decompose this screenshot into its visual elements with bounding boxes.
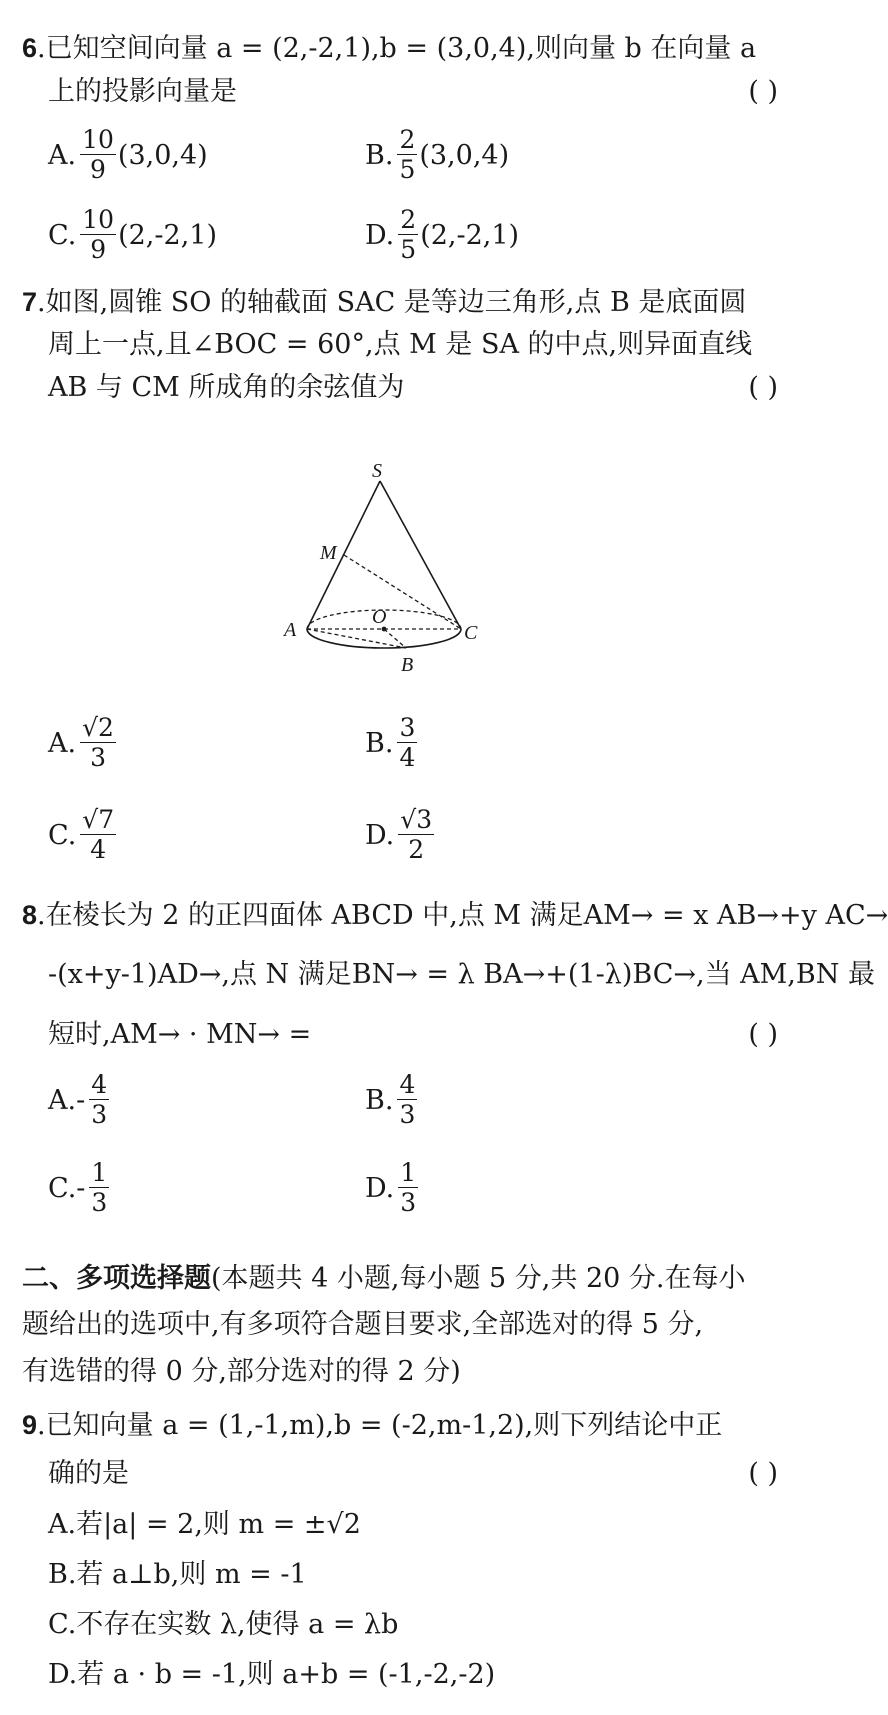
- q6-answer-bracket: ( ): [748, 76, 778, 107]
- q9-stem-line-1: 9.已知向量 a = (1,-1,m),b = (-2,m-1,2),则下列结论中正: [22, 1410, 723, 1441]
- section-2-title: 二、多项选择题: [22, 1263, 211, 1293]
- q9-number: 9: [22, 1410, 38, 1440]
- q6-number: 6: [22, 33, 38, 63]
- cone-edge-sa: [307, 481, 380, 629]
- fraction: $\frac{√3}{2}$: [400, 804, 433, 864]
- q6-option-a[interactable]: A. $\frac{10}{9}$ (3,0,4): [48, 124, 208, 184]
- label-b: B: [401, 654, 414, 676]
- q7-option-b[interactable]: B. $\frac{3}{4}$: [365, 712, 416, 772]
- base-front-arc: [307, 629, 461, 648]
- fraction: $\frac{4}{3}$: [399, 1069, 416, 1129]
- q7-option-c[interactable]: C. $\frac{√7}{4}$: [48, 804, 115, 864]
- section-2-line-2: 题给出的选项中,有多项符合题目要求,全部选对的得 5 分,: [22, 1309, 704, 1340]
- q7-stem-line-1: 7.如图,圆锥 SO 的轴截面 SAC 是等边三角形,点 B 是底面圆: [22, 287, 747, 318]
- q7-option-a[interactable]: A. $\frac{√2}{3}$: [48, 712, 114, 772]
- fraction: $\frac{1}{3}$: [400, 1157, 417, 1217]
- q9-answer-bracket: ( ): [748, 1458, 778, 1489]
- q8-option-a[interactable]: A.- $\frac{4}{3}$: [48, 1069, 108, 1129]
- fraction: $\frac{2}{5}$: [399, 124, 416, 184]
- q6-option-d[interactable]: D. $\frac{2}{5}$ (2,-2,1): [365, 204, 520, 264]
- q9-option-c[interactable]: C.不存在实数 λ,使得 a = λb: [48, 1609, 399, 1640]
- q7-stem-line-3: AB 与 CM 所成角的余弦值为 ( ): [48, 368, 778, 408]
- q6-option-b[interactable]: B. $\frac{2}{5}$ (3,0,4): [365, 124, 510, 184]
- q6-stem-text-1: .已知空间向量 a = (2,-2,1),b = (3,0,4),则向量 b 在向量 a: [37, 33, 757, 64]
- cone-edge-sc: [380, 481, 461, 629]
- q8-stem-line-2: -(x+y-1)AD→,点 N 满足BN→ = λ BA→+(1-λ)BC→,当 AM,BN 最: [48, 959, 875, 990]
- q8-option-d[interactable]: D. $\frac{1}{3}$: [365, 1157, 417, 1217]
- fraction: $\frac{3}{4}$: [399, 712, 416, 772]
- label-a: A: [284, 619, 297, 641]
- label-c: C: [464, 622, 478, 644]
- fraction: $\frac{√7}{4}$: [82, 804, 115, 864]
- q9-option-a[interactable]: A.若|a| = 2,则 m = ±√2: [48, 1509, 361, 1540]
- q6-option-c[interactable]: C. $\frac{10}{9}$ (2,-2,1): [48, 204, 217, 264]
- q8-option-c[interactable]: C.- $\frac{1}{3}$: [48, 1157, 108, 1217]
- q8-answer-bracket: ( ): [748, 1019, 778, 1050]
- q8-stem-line-3: 短时,AM→ · MN→ = ( ): [48, 1015, 778, 1055]
- fraction: $\frac{1}{3}$: [91, 1157, 108, 1217]
- q8-option-b[interactable]: B. $\frac{4}{3}$: [365, 1069, 416, 1129]
- fraction: $\frac{√2}{3}$: [82, 712, 114, 772]
- q9-stem-line-2: 确的是 ( ): [48, 1454, 778, 1494]
- section-2-line-3: 有选错的得 0 分,部分选对的得 2 分): [22, 1356, 461, 1387]
- q8-number: 8: [22, 900, 38, 930]
- q7-option-d[interactable]: D. $\frac{√3}{2}$: [365, 804, 433, 864]
- q6-stem-line-2: [48, 72, 778, 112]
- fraction: $\frac{4}{3}$: [91, 1069, 108, 1129]
- fraction: $\frac{10}{9}$: [82, 124, 114, 184]
- q7-stem-line-2: 周上一点,且∠BOC = 60°,点 M 是 SA 的中点,则异面直线: [48, 329, 753, 360]
- q6-stem-text-2: 上的投影向量是: [48, 76, 237, 107]
- q9-option-b[interactable]: B.若 a⊥b,则 m = -1: [48, 1559, 307, 1590]
- q6-stem-line-1: [22, 28, 778, 68]
- fraction: $\frac{2}{5}$: [400, 204, 417, 264]
- q7-number: 7: [22, 287, 38, 317]
- segment-ob: [384, 629, 406, 648]
- q8-stem-line-1: 8.在棱长为 2 的正四面体 ABCD 中,点 M 满足AM→ = x AB→+y AC→: [22, 900, 888, 931]
- cone-figure: [284, 455, 520, 695]
- label-m: M: [320, 542, 337, 564]
- q7-answer-bracket: ( ): [748, 372, 778, 403]
- fraction: $\frac{10}{9}$: [82, 204, 115, 264]
- label-s: S: [372, 460, 382, 482]
- segment-ab: [307, 629, 406, 648]
- section-2-heading: 二、多项选择题(本题共 4 小题,每小题 5 分,共 20 分.在每小: [22, 1263, 746, 1294]
- q9-option-d[interactable]: D.若 a · b = -1,则 a+b = (-1,-2,-2): [48, 1659, 496, 1690]
- label-o: O: [372, 606, 387, 628]
- segment-cm: [344, 555, 461, 629]
